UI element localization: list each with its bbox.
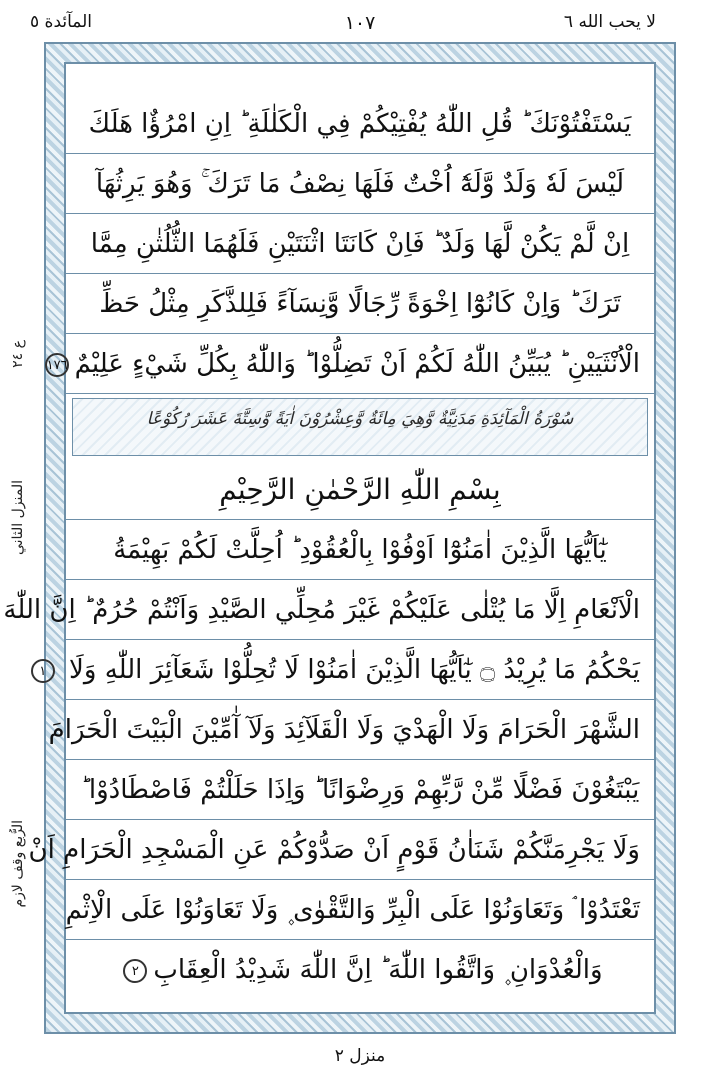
surah-banner (72, 398, 648, 456)
surah-title: المآئدة ٥ (30, 12, 93, 32)
ruku-mark: ع ٢٤ (10, 340, 26, 368)
ayah-marker-1: ١ (31, 659, 55, 683)
verse-line-2: لَيْسَ لَهٗ وَلَدٌ وَّلَهٗٓ اُخْتٌ فَلَهَا نِصْفُ مَا تَرَكَ ۚ وَهُوَ يَرِثُهَآ (66, 154, 654, 214)
surah-info: سُوْرَةُ الْمَآئِدَةِ مَدَنِيَّةٌ وَّهِيَ مِائَةٌ وَّعِشْرُوْنَ اٰيَةً وَّسِتَّةَ عَشَرَ رُكُوْعًا (146, 409, 574, 429)
verse-text: يَحْكُمُ مَا يُرِيْدُ ۝ يٰٓاَيُّهَا الَّذِيْنَ اٰمَنُوْا لَا تُحِلُّوْا شَعَآئِرَ اللّٰهِ وَلَا (69, 655, 640, 685)
verse-line-3: اِنْ لَّمْ يَكُنْ لَّهَا وَلَدٌ ؕ فَاِنْ كَانَتَا اثْنَتَيْنِ فَلَهُمَا الثُّلُثٰنِ مِمَّا (66, 214, 654, 274)
verse-line-5 (46, 334, 654, 394)
page-number: ١٠٧ (344, 12, 376, 34)
verse-line-12: تَعْتَدُوْا ۘ وَتَعَاوَنُوْا عَلَى الْبِرِّ وَالتَّقْوٰى ۪ وَلَا تَعَاوَنُوْا عَلَى الْاِثْمِ (66, 880, 654, 940)
verse-line-6: يٰٓاَيُّهَا الَّذِيْنَ اٰمَنُوْٓا اَوْفُوْا بِالْعُقُوْدِ ؕ اُحِلَّتْ لَكُمْ بَهِيْمَةُ (66, 520, 654, 580)
basmala: بِسْمِ اللّٰهِ الرَّحْمٰنِ الرَّحِيْمِ (66, 460, 654, 520)
manzil-note: المنزل الثاني (10, 480, 26, 556)
juz-title: لا يحب الله ٦ (563, 12, 656, 32)
verse-text: الْاُنْثَيَيْنِ ؕ يُبَيِّنُ اللّٰهُ لَكُمْ اَنْ تَضِلُّوْا ؕ وَاللّٰهُ بِكُلِّ شَيْءٍ عَلِيْمٌ (74, 349, 640, 379)
manzil-footer: منزل ٢ (334, 1046, 386, 1066)
verse-line-7: الْاَنْعَامِ اِلَّا مَا يُتْلٰى عَلَيْكُمْ غَيْرَ مُحِلِّي الصَّيْدِ وَاَنْتُمْ حُرُمٌ ؕ اِنَّ اللّٰهَ (66, 580, 654, 640)
verse-line-13 (66, 940, 654, 1000)
verse-line-11: وَلَا يَجْرِمَنَّكُمْ شَنَاٰنُ قَوْمٍ اَنْ صَدُّوْكُمْ عَنِ الْمَسْجِدِ الْحَرَامِ اَنْ (66, 820, 654, 880)
waqf-note: الرُّبع وقف لازم (10, 820, 26, 908)
ayah-marker-2: ٢ (123, 959, 147, 983)
verse-text: وَالْعُدْوَانِ ۪ وَاتَّقُوا اللّٰهَ ؕ اِنَّ اللّٰهَ شَدِيْدُ الْعِقَابِ (153, 955, 603, 985)
verse-line-10: يَبْتَغُوْنَ فَضْلًا مِّنْ رَّبِّهِمْ وَرِضْوَانًا ؕ وَاِذَا حَلَلْتُمْ فَاصْطَادُوْا ؕ (66, 760, 654, 820)
verse-line-8 (39, 640, 654, 700)
verse-line-4: تَرَكَ ؕ وَاِنْ كَانُوْٓا اِخْوَةً رِّجَالًا وَّنِسَآءً فَلِلذَّكَرِ مِثْلُ حَظِّ (66, 274, 654, 334)
ayah-marker-176: ١٧٦ (45, 353, 69, 377)
verse-line-9: الشَّهْرَ الْحَرَامَ وَلَا الْهَدْيَ وَلَا الْقَلَآئِدَ وَلَآ آٰمِّيْنَ الْبَيْتَ الْحَرَامَ (66, 700, 654, 760)
verse-line-1: يَسْتَفْتُوْنَكَ ؕ قُلِ اللّٰهُ يُفْتِيْكُمْ فِي الْكَلٰلَةِ ؕ اِنِ امْرُؤٌا هَلَكَ (66, 94, 654, 154)
